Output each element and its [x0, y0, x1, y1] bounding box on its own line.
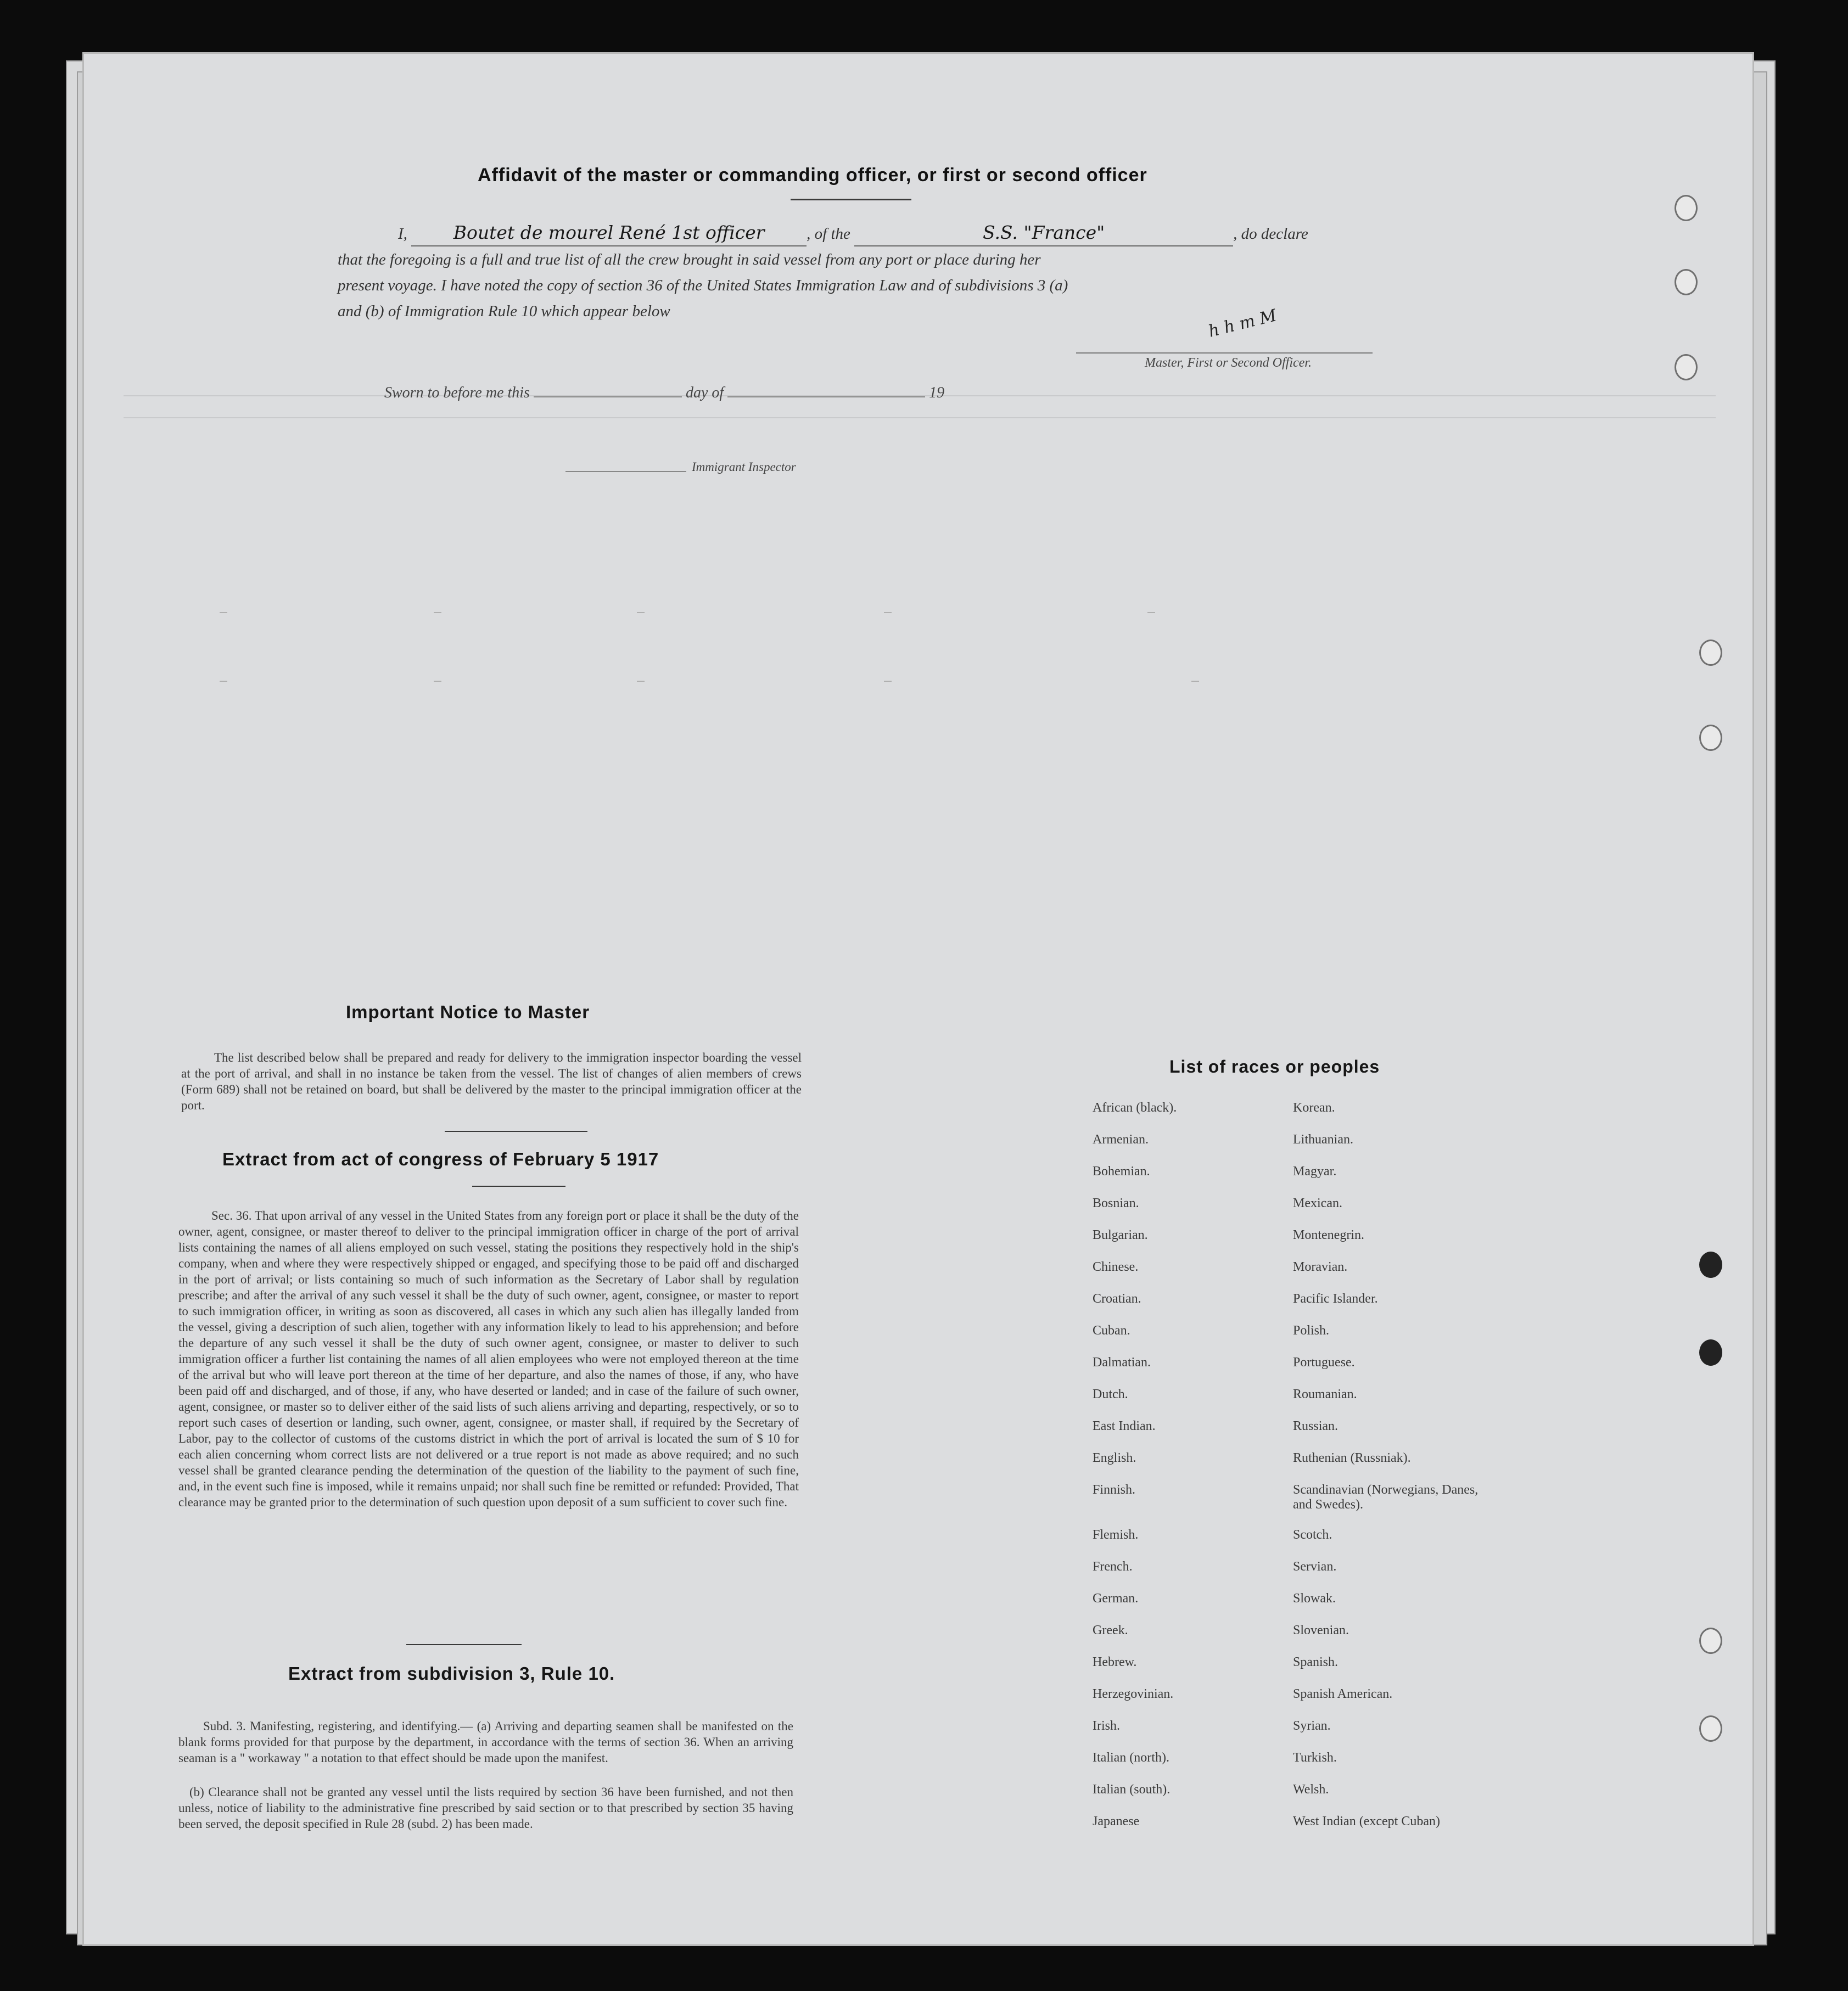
form-tick [884, 612, 892, 613]
form-tick [220, 681, 227, 682]
race-item: Scotch. [1293, 1528, 1332, 1542]
form-tick [220, 612, 227, 613]
race-item: Russian. [1293, 1419, 1339, 1433]
race-item: West Indian (except Cuban) [1293, 1814, 1440, 1829]
signature-line [1076, 352, 1373, 354]
race-item: Polish. [1293, 1323, 1330, 1338]
manifest-page [82, 52, 1754, 1946]
race-item: Pacific Islander. [1293, 1292, 1378, 1306]
sworn-statement [384, 384, 944, 402]
inspector-caption: Immigrant Inspector [692, 460, 796, 474]
race-item: East Indian. [1093, 1419, 1156, 1433]
race-item: Greek. [1093, 1623, 1128, 1637]
binder-hole [1699, 1339, 1722, 1366]
race-item: Finnish. [1093, 1483, 1136, 1497]
binder-hole [1699, 725, 1722, 751]
affidavit-line: present voyage. I have noted the copy of section 36 of the United States Immigration Law and of subdivisions 3 (a) [338, 277, 1068, 294]
form-tick [434, 612, 441, 613]
binder-hole [1699, 640, 1722, 666]
race-item: Bosnian. [1093, 1196, 1139, 1210]
race-item: Welsh. [1293, 1782, 1329, 1797]
race-item: Irish. [1093, 1719, 1120, 1733]
race-item: Magyar. [1293, 1164, 1337, 1179]
race-item: Chinese. [1093, 1260, 1139, 1274]
affidavit-prefix: I, [398, 225, 407, 243]
races-list-right [1293, 1101, 1491, 1846]
form-tick [434, 681, 441, 682]
race-item: Herzegovinian. [1093, 1687, 1174, 1701]
race-item: Croatian. [1093, 1292, 1141, 1306]
rule-text-a: Subd. 3. Manifesting, registering, and identifying.— (a) Arriving and departing seamen shall be manifested on the blank forms provided for that purpose by the department, in accordance with the terms of section 36. When an arriving seaman is a " workaway " a notation to that effect should be made upon the manifest. [178, 1719, 793, 1765]
race-item: Bohemian. [1093, 1164, 1150, 1179]
race-item: Moravian. [1293, 1260, 1348, 1274]
race-item: Syrian. [1293, 1719, 1331, 1733]
affidavit-line: that the foregoing is a full and true list of all the crew brought in said vessel from any port or place during her [338, 251, 1041, 268]
race-item: African (black). [1093, 1101, 1177, 1115]
race-item: Lithuanian. [1293, 1132, 1353, 1147]
form-tick [1191, 681, 1199, 682]
race-item: Turkish. [1293, 1751, 1337, 1765]
race-item: Hebrew. [1093, 1655, 1137, 1669]
race-item: Cuban. [1093, 1323, 1130, 1338]
races-title: List of races or peoples [1169, 1057, 1380, 1076]
race-item: French. [1093, 1560, 1133, 1574]
race-item: Flemish. [1093, 1528, 1139, 1542]
binder-hole [1675, 195, 1698, 221]
binder-hole [1675, 269, 1698, 295]
affidavit-of-the: , of the [807, 225, 850, 243]
race-item: Mexican. [1293, 1196, 1342, 1210]
binder-hole [1699, 1715, 1722, 1742]
section-rule [472, 1186, 565, 1187]
act-title: Extract from act of congress of February 5 1917 [222, 1149, 659, 1169]
sworn-year-label: 19 [929, 384, 945, 401]
race-item: Montenegrin. [1293, 1228, 1364, 1242]
race-item: Roumanian. [1293, 1387, 1357, 1401]
race-item: Japanese [1093, 1814, 1140, 1829]
binder-hole [1675, 354, 1698, 380]
race-item: English. [1093, 1451, 1136, 1465]
affidavit-line: and (b) of Immigration Rule 10 which appear below [338, 302, 670, 320]
affidavit-text [338, 220, 1375, 324]
race-item: Slovenian. [1293, 1623, 1349, 1637]
race-item: Dalmatian. [1093, 1355, 1151, 1370]
sworn-day-label: day of [685, 384, 724, 401]
rule-text-b: (b) Clearance shall not be granted any vessel until the lists required by section 36 have been furnished, and not then unless, notice of liability to the administrative fine prescribed by said section or to that prescribed by section 35 having been served, the deposit specified in Rule 28 (subd. 2) has been made. [178, 1785, 793, 1831]
rule-title: Extract from subdivision 3, Rule 10. [288, 1663, 615, 1684]
race-item: Armenian. [1093, 1132, 1149, 1147]
officer-signature: h h m M [1206, 306, 1279, 341]
race-item: Portuguese. [1293, 1355, 1355, 1370]
notice-title: Important Notice to Master [346, 1002, 590, 1022]
form-tick [637, 681, 645, 682]
affidavit-title: Affidavit of the master or commanding officer, or first or second officer [478, 165, 1147, 186]
signature-caption: Master, First or Second Officer. [1145, 356, 1312, 370]
race-item: Scandinavian (Norwegians, Danes, and Swedes). [1293, 1483, 1479, 1512]
form-tick [637, 612, 645, 613]
race-item: Spanish. [1293, 1655, 1339, 1669]
inspector-signature-line [565, 471, 686, 472]
race-item: Korean. [1293, 1101, 1335, 1115]
title-rule [791, 199, 911, 200]
bleed-through-line [124, 417, 1716, 418]
sworn-prefix: Sworn to before me this [384, 384, 530, 401]
sworn-day-blank [534, 385, 682, 397]
races-list-left [1093, 1101, 1177, 1846]
section-rule [445, 1131, 587, 1132]
race-item: Italian (north). [1093, 1751, 1169, 1765]
act-text: Sec. 36. That upon arrival of any vessel in the United States from any foreign port or place it shall be the duty of the owner, agent, consignee, or master thereof to deliver to the principal immigration officer in charge of the port of arrival lists containing the names of all aliens employed on such vessel, stating the positions they respectively hold in the ship's company, when and where they were respectively shipped or engaged, and specifying those to be paid off and discharged in the port of arrival; or lists containing so much of such information as the Secretary of Labor shall by regulation prescribe; and after the arrival of any such vessel it shall be the duty of such owner, agent, consignee, or master to report to such immigration officer, in writing as soon as discovered, all cases in which any such alien has illegally landed from the vessel, giving a description of such alien, together with any information likely to lead to his apprehension; and before the departure of any such vessel it shall be the duty of such owner agent, consignee, or master to deliver to such immigration officer a further list containing the names of all alien employees who were not employed thereon at the time of the arrival but who will leave port thereon at the time of her departure, and also the names of those, if any, who have been paid off and discharged, and of those, if any, who have deserted or landed; and in case of the failure of such owner, agent, consignee, or master so to deliver either of the said lists of such aliens arriving and departing, respectively, or so to report such cases of desertion or landing, such owner, agent, consignee, or master shall, if required by the Secretary of Labor, pay to the collector of customs of the customs district in which the port of arrival is located the sum of $ 10 for each alien concerning whom correct lists are not delivered or a true report is not made as above required; and no such vessel shall be granted clearance pending the determination of the question of the liability to the payment of such fine, and, in the event such fine is imposed, while it remains unpaid; nor shall such fine be remitted or refunded: Provided, That clearance may be granted prior to the determination of such question upon deposit of a sum sufficient to cover such fine. [178, 1209, 799, 1509]
race-item: Dutch. [1093, 1387, 1128, 1401]
form-tick [1147, 612, 1155, 613]
section-rule [406, 1644, 522, 1645]
sworn-month-blank [727, 385, 925, 397]
form-tick [884, 681, 892, 682]
race-item: Spanish American. [1293, 1687, 1393, 1701]
race-item: Bulgarian. [1093, 1228, 1148, 1242]
race-item: German. [1093, 1591, 1139, 1606]
notice-text: The list described below shall be prepared and ready for delivery to the immigration inspector boarding the vessel at the port of arrival, and shall in no instance be taken from the vessel. The list of changes of alien members of crews (Form 689) shall not be retained on board, but shall be delivered by the master to the principal immigration officer at the port. [181, 1051, 802, 1112]
vessel-name-field: S.S. "France" [854, 220, 1233, 246]
race-item: Servian. [1293, 1560, 1337, 1574]
race-item: Ruthenian (Russniak). [1293, 1451, 1411, 1465]
binder-hole [1699, 1628, 1722, 1654]
officer-name-field: Boutet de mourel René 1st officer [411, 220, 807, 246]
race-item: Italian (south). [1093, 1782, 1171, 1797]
binder-hole [1699, 1252, 1722, 1278]
race-item: Slowak. [1293, 1591, 1336, 1606]
affidavit-declare: , do declare [1233, 225, 1308, 243]
